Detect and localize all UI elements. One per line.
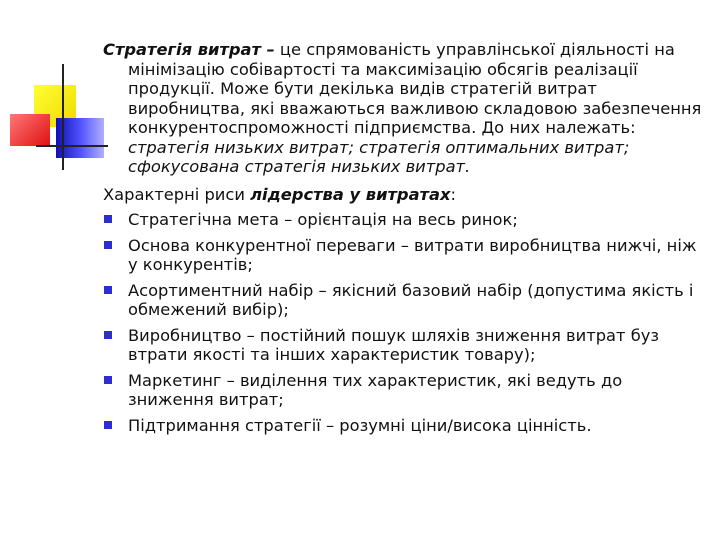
list-item-text: Підтримання стратегії – розумні ціни/висока цінність. xyxy=(128,415,592,435)
red-square xyxy=(10,114,50,146)
list-item-text: Стратегічна мета – орієнтація на весь ринок; xyxy=(128,210,518,229)
square-bullet-icon xyxy=(104,241,112,249)
square-bullet-icon xyxy=(104,286,112,294)
horizontal-line xyxy=(36,145,108,147)
list-item-text: Асортиментний набір – якісний базовий набір (допустима якість і обмежений вибір); xyxy=(128,280,694,319)
list-item xyxy=(103,281,703,320)
features-list xyxy=(103,210,703,435)
list-item xyxy=(103,236,703,275)
list-item xyxy=(103,416,703,436)
list-item xyxy=(103,371,703,410)
vertical-line xyxy=(62,64,64,170)
list-item-text: Виробництво – постійний пошук шляхів зниження витрат буз втрати якості та інших характеристик товару); xyxy=(128,325,660,364)
intro-term: Стратегія витрат – xyxy=(103,40,275,59)
features-heading xyxy=(103,185,703,205)
square-bullet-icon xyxy=(104,421,112,429)
features-bold: лідерства у витратах xyxy=(250,184,451,204)
list-item xyxy=(103,210,703,230)
slide-content xyxy=(103,40,703,441)
intro-types: стратегія низьких витрат; стратегія оптимальних витрат; сфокусована стратегія низьких витрат. xyxy=(128,137,630,176)
square-bullet-icon xyxy=(104,215,112,223)
square-bullet-icon xyxy=(104,331,112,339)
list-item-text: Основа конкурентної переваги – витрати виробництва нижчі, ніж у конкурентів; xyxy=(128,235,697,274)
features-prefix: Характерні риси xyxy=(103,184,251,204)
decorative-logo xyxy=(0,0,110,170)
list-item xyxy=(103,326,703,365)
intro-paragraph xyxy=(103,40,703,177)
features-suffix: : xyxy=(450,184,456,204)
square-bullet-icon xyxy=(104,376,112,384)
intro-text: це спрямованість управлінської діяльності на мінімізацію собівартості та максимізацію обсягів реалізації продукції. Може бути декілька видів стратегій витрат виробництва, які вважаються важливою складовою забезпечення конкурентоспроможності підприємства. До них належать: xyxy=(128,40,702,137)
list-item-text: Маркетинг – виділення тих характеристик, які ведуть до зниження витрат; xyxy=(128,370,623,409)
